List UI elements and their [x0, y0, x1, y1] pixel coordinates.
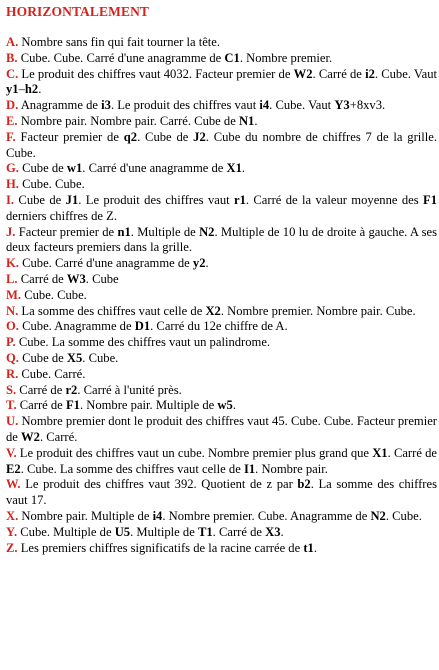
clue-item [6, 477, 437, 509]
clue-text: La somme des chiffres vaut celle de X2. Nombre premier. Nombre pair. Cube. [18, 303, 416, 318]
clue-text: Anagramme de i3. Le produit des chiffres vaut i4. Cube. Vaut Y3+8xv3. [18, 98, 386, 113]
clue-letter: Z. [6, 540, 18, 555]
clue-text: Cube. Cube. [21, 287, 87, 302]
clue-item [6, 98, 437, 114]
clue-letter: V. [6, 445, 17, 460]
clue-text: Cube. La somme des chiffres vaut un palindrome. [15, 335, 271, 350]
clue-text: Nombre sans fin qui fait tourner la tête. [18, 35, 221, 49]
clue-letter: X. [6, 508, 19, 523]
clue-item [6, 304, 437, 320]
clue-text: Cube. Carré d'une anagramme de y2. [18, 256, 209, 271]
clue-text: Le produit des chiffres vaut 4032. Facteur premier de W2. Carré de i2. Cube. Vaut y1–h2. [6, 66, 437, 97]
clue-item [6, 398, 437, 414]
clue-letter: S. [6, 382, 17, 397]
clue-item [6, 35, 437, 51]
clue-item [6, 446, 437, 478]
clue-text: Carré de r2. Carré à l'unité près. [16, 382, 182, 397]
clue-text: Cube de X5. Cube. [18, 350, 119, 365]
clue-item [6, 130, 437, 162]
clue-item [6, 225, 437, 257]
clue-item [6, 177, 437, 193]
clue-item [6, 351, 437, 367]
clue-item [6, 161, 437, 177]
clue-letter: L. [6, 271, 18, 286]
clue-item [6, 67, 437, 99]
clue-item [6, 509, 437, 525]
clue-letter: M. [6, 287, 22, 302]
clue-letter: B. [6, 50, 18, 65]
clue-item [6, 367, 437, 383]
clue-item [6, 335, 437, 351]
clue-item [6, 525, 437, 541]
clue-text: Cube. Cube. [18, 177, 85, 192]
clue-letter: N. [6, 303, 19, 318]
clue-letter: G. [6, 161, 19, 176]
clue-letter: U. [6, 414, 19, 429]
clue-text: Carré de W3. Cube [17, 271, 119, 286]
clue-letter: T. [6, 398, 17, 413]
clue-text: Carré de F1. Nombre pair. Multiple de w5. [16, 398, 236, 413]
clue-text: Cube de w1. Carré d'une anagramme de X1. [18, 161, 246, 176]
clue-item [6, 383, 437, 399]
clue-letter: A. [6, 35, 19, 49]
clue-letter: I. [6, 192, 15, 207]
clue-text: Cube. Cube. Carré d'une anagramme de C1. Nombre premier. [17, 50, 333, 65]
clue-item [6, 256, 437, 272]
clue-text: Cube. Anagramme de D1. Carré du 12e chiffre de A. [18, 319, 288, 334]
clue-letter: J. [6, 224, 16, 239]
clue-text: Facteur premier de n1. Multiple de N2. Multiple de 10 lu de droite à gauche. A ses deux facteurs premiers dans la grille. [6, 224, 438, 255]
clue-text: Facteur premier de q2. Cube de J2. Cube du nombre de chiffres 7 de la grille. Cube. [6, 129, 437, 160]
clue-letter: E. [6, 113, 18, 128]
clue-text: Nombre pair. Multiple de i4. Nombre premier. Cube. Anagramme de N2. Cube. [18, 508, 422, 523]
clue-letter: F. [6, 129, 16, 144]
clue-letter: P. [6, 335, 16, 350]
clue-item [6, 193, 437, 225]
clue-letter: D. [6, 98, 19, 113]
clue-text: Les premiers chiffres significatifs de la racine carrée de t1. [17, 540, 318, 555]
clue-letter: R. [6, 366, 19, 381]
clue-text: Nombre premier dont le produit des chiffres vaut 45. Cube. Cube. Facteur premier de W2. Carré. [6, 414, 437, 444]
clue-item [6, 51, 437, 67]
clue-text: Nombre pair. Nombre pair. Carré. Cube de N1. [17, 113, 258, 128]
clue-letter: O. [6, 319, 19, 334]
clue-item [6, 272, 437, 288]
clue-text: Le produit des chiffres vaut 392. Quotient de z par b2. La somme des chiffres vaut 17. [6, 477, 437, 508]
clue-item [6, 288, 437, 304]
clue-text: Cube. Carré. [18, 366, 86, 381]
clue-text: Cube de J1. Le produit des chiffres vaut r1. Carré de la valeur moyenne des F1 derniers chiffres de Z. [6, 192, 438, 223]
clue-letter: C. [6, 66, 19, 81]
section-title: HORIZONTALEMENT [6, 4, 150, 19]
clue-letter: Q. [6, 350, 19, 365]
clue-item [6, 414, 437, 446]
clue-text: Le produit des chiffres vaut un cube. Nombre premier plus grand que X1. Carré de E2. Cube. La somme des chiffres vaut celle de I1. Nombre pair. [6, 445, 437, 476]
clue-letter: W. [6, 477, 21, 492]
clue-letter: H. [6, 177, 19, 192]
clue-letter: Y. [6, 524, 18, 539]
clue-item [6, 319, 437, 335]
clue-list [6, 35, 437, 556]
clue-item [6, 541, 437, 557]
clue-letter: K. [6, 256, 19, 271]
clue-text: Cube. Multiple de U5. Multiple de T1. Carré de X3. [17, 524, 284, 539]
clue-item [6, 114, 437, 130]
